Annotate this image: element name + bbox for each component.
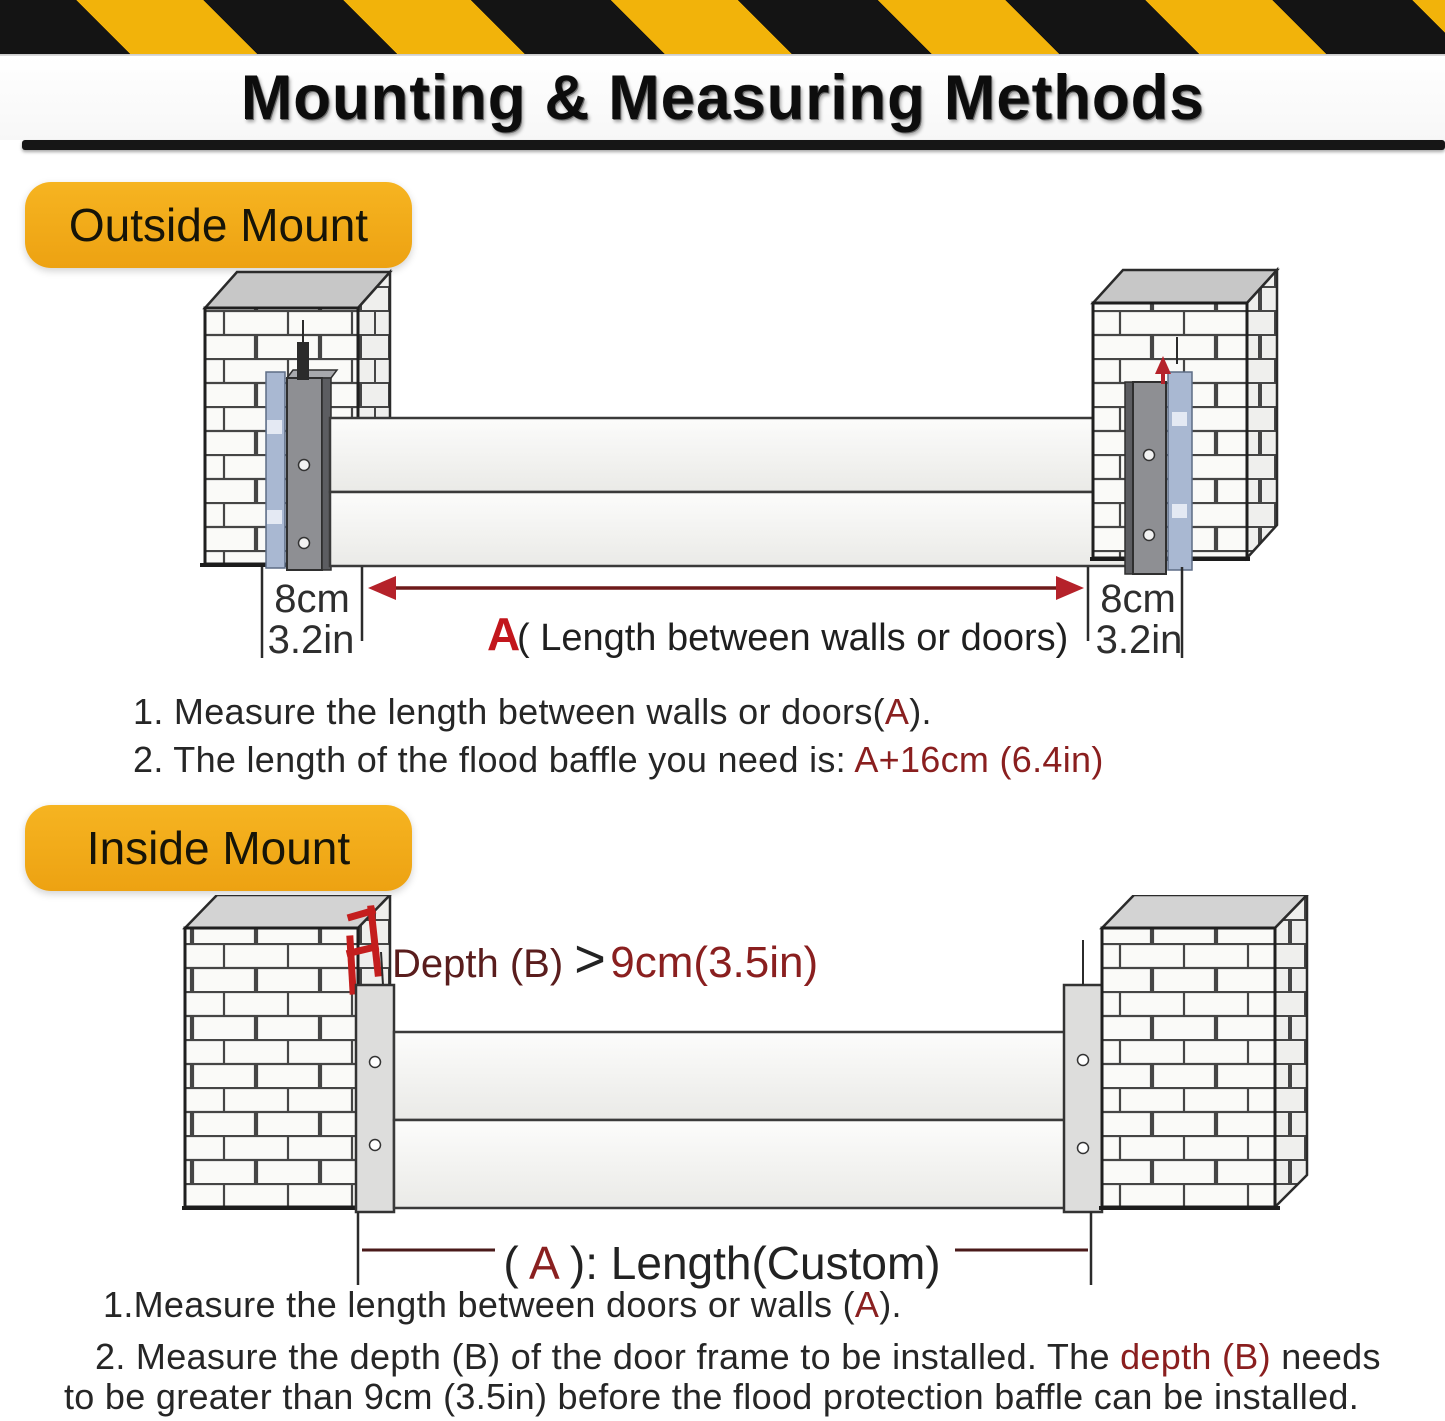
dim-right-in: 3.2in [1095,618,1183,662]
title-underline-bar [22,140,1445,150]
length-arrow [368,576,1084,600]
screw-hole [370,1057,381,1068]
screw-hole [1078,1143,1089,1154]
hazard-stripe-banner [0,0,1445,54]
outside-step1-a: A [884,691,910,732]
pillar-front-face [1102,928,1275,1207]
outside-step1-text: 1. Measure the length between walls or doors( [133,691,885,732]
outside-flood-barrier [330,418,1132,566]
outside-mount-diagram [0,262,1445,672]
barrier-panel-top [330,418,1132,492]
arrow-head-right-icon [1056,576,1084,600]
arrow-head-left-icon [368,576,396,600]
inside-mount-badge [25,805,412,891]
seal-mark [267,420,282,434]
seal-mark [1172,504,1187,518]
outside-step2-text: 2. The length of the flood baffle you need is: [133,739,855,780]
depth-label-name: Depth (B) [392,942,575,986]
length-a: A [528,1237,558,1289]
page-title: Mounting & Measuring Methods [240,63,1205,133]
pillar-top-face [1093,270,1277,303]
seal-mark [267,510,282,524]
inside-right-channel [1064,940,1102,1212]
greater-than-symbol: > [574,929,606,989]
inside-mount-diagram [0,895,1445,1295]
inside-step2-text-b: needs [1270,1336,1381,1377]
screw-hole [370,1140,381,1151]
seal-strip [266,372,285,568]
channel-edge [1125,382,1133,574]
inside-mount-badge-label: Inside Mount [86,822,351,874]
screw-hole [299,460,310,471]
outside-step2-value: A+16cm (6.4in) [854,739,1104,780]
inside-step-1 [103,1284,902,1326]
title-banner [0,56,1445,140]
seal-strip [1168,372,1192,570]
channel-front [356,985,394,1212]
pillar-side-face [1247,270,1277,558]
seal-mark [1172,412,1187,426]
length-label-text: ( Length between walls or doors) [517,617,1069,659]
gauge-bar [350,939,353,991]
screw-hole [1144,530,1155,541]
pillar-top-face [1102,895,1307,928]
channel-front [1133,382,1166,574]
inside-step1-text: 1.Measure the length between doors or walls ( [103,1284,855,1325]
outside-mount-badge [25,182,412,268]
inside-step2-text-c: to be greater than 9cm (3.5in) before the flood protection baffle can be installed. [64,1376,1360,1417]
screw-hole [299,538,310,549]
barrier-panel-top [394,1032,1066,1120]
pillar-front-face [185,928,358,1207]
barrier-panel-bottom [330,492,1132,566]
dim-left-in: 3.2in [267,618,355,662]
inside-right-pillar [1099,895,1307,1208]
channel-front [1064,985,1102,1212]
outside-mount-badge-label: Outside Mount [68,199,369,251]
pillar-side-face [1275,895,1307,1207]
custom-length-label [503,1237,940,1289]
dim-left-cm: 8cm [274,577,350,621]
barrier-panel-bottom [394,1120,1066,1208]
red-marker-stem [1161,374,1165,384]
outside-step1-suffix: ). [909,691,932,732]
inside-flood-barrier [394,1032,1066,1208]
channel-top-bevel [287,370,337,378]
outside-step-1 [133,691,932,733]
length-label-a: A [487,608,521,660]
inside-step2-depth-b: depth (B) [1120,1336,1271,1377]
inside-step2-text-a: 2. Measure the depth (B) of the door frame to be installed. The [95,1336,1121,1377]
inside-left-channel [356,985,394,1212]
screw-hole [1078,1055,1089,1066]
length-rest: ): Length(Custom) [569,1237,941,1289]
depth-label [392,929,818,989]
inside-step-2-line-1 [95,1336,1381,1378]
anchor-pin [297,342,309,380]
inside-step-2-line-2 [64,1376,1359,1418]
length-open-paren: ( [503,1237,519,1289]
outside-step-2 [133,739,1104,781]
dim-right-cm: 8cm [1100,577,1176,621]
inside-step1-a: A [854,1284,880,1325]
screw-hole [1144,450,1155,461]
depth-label-value: 9cm(3.5in) [610,938,819,987]
inside-step1-suffix: ). [879,1284,902,1325]
